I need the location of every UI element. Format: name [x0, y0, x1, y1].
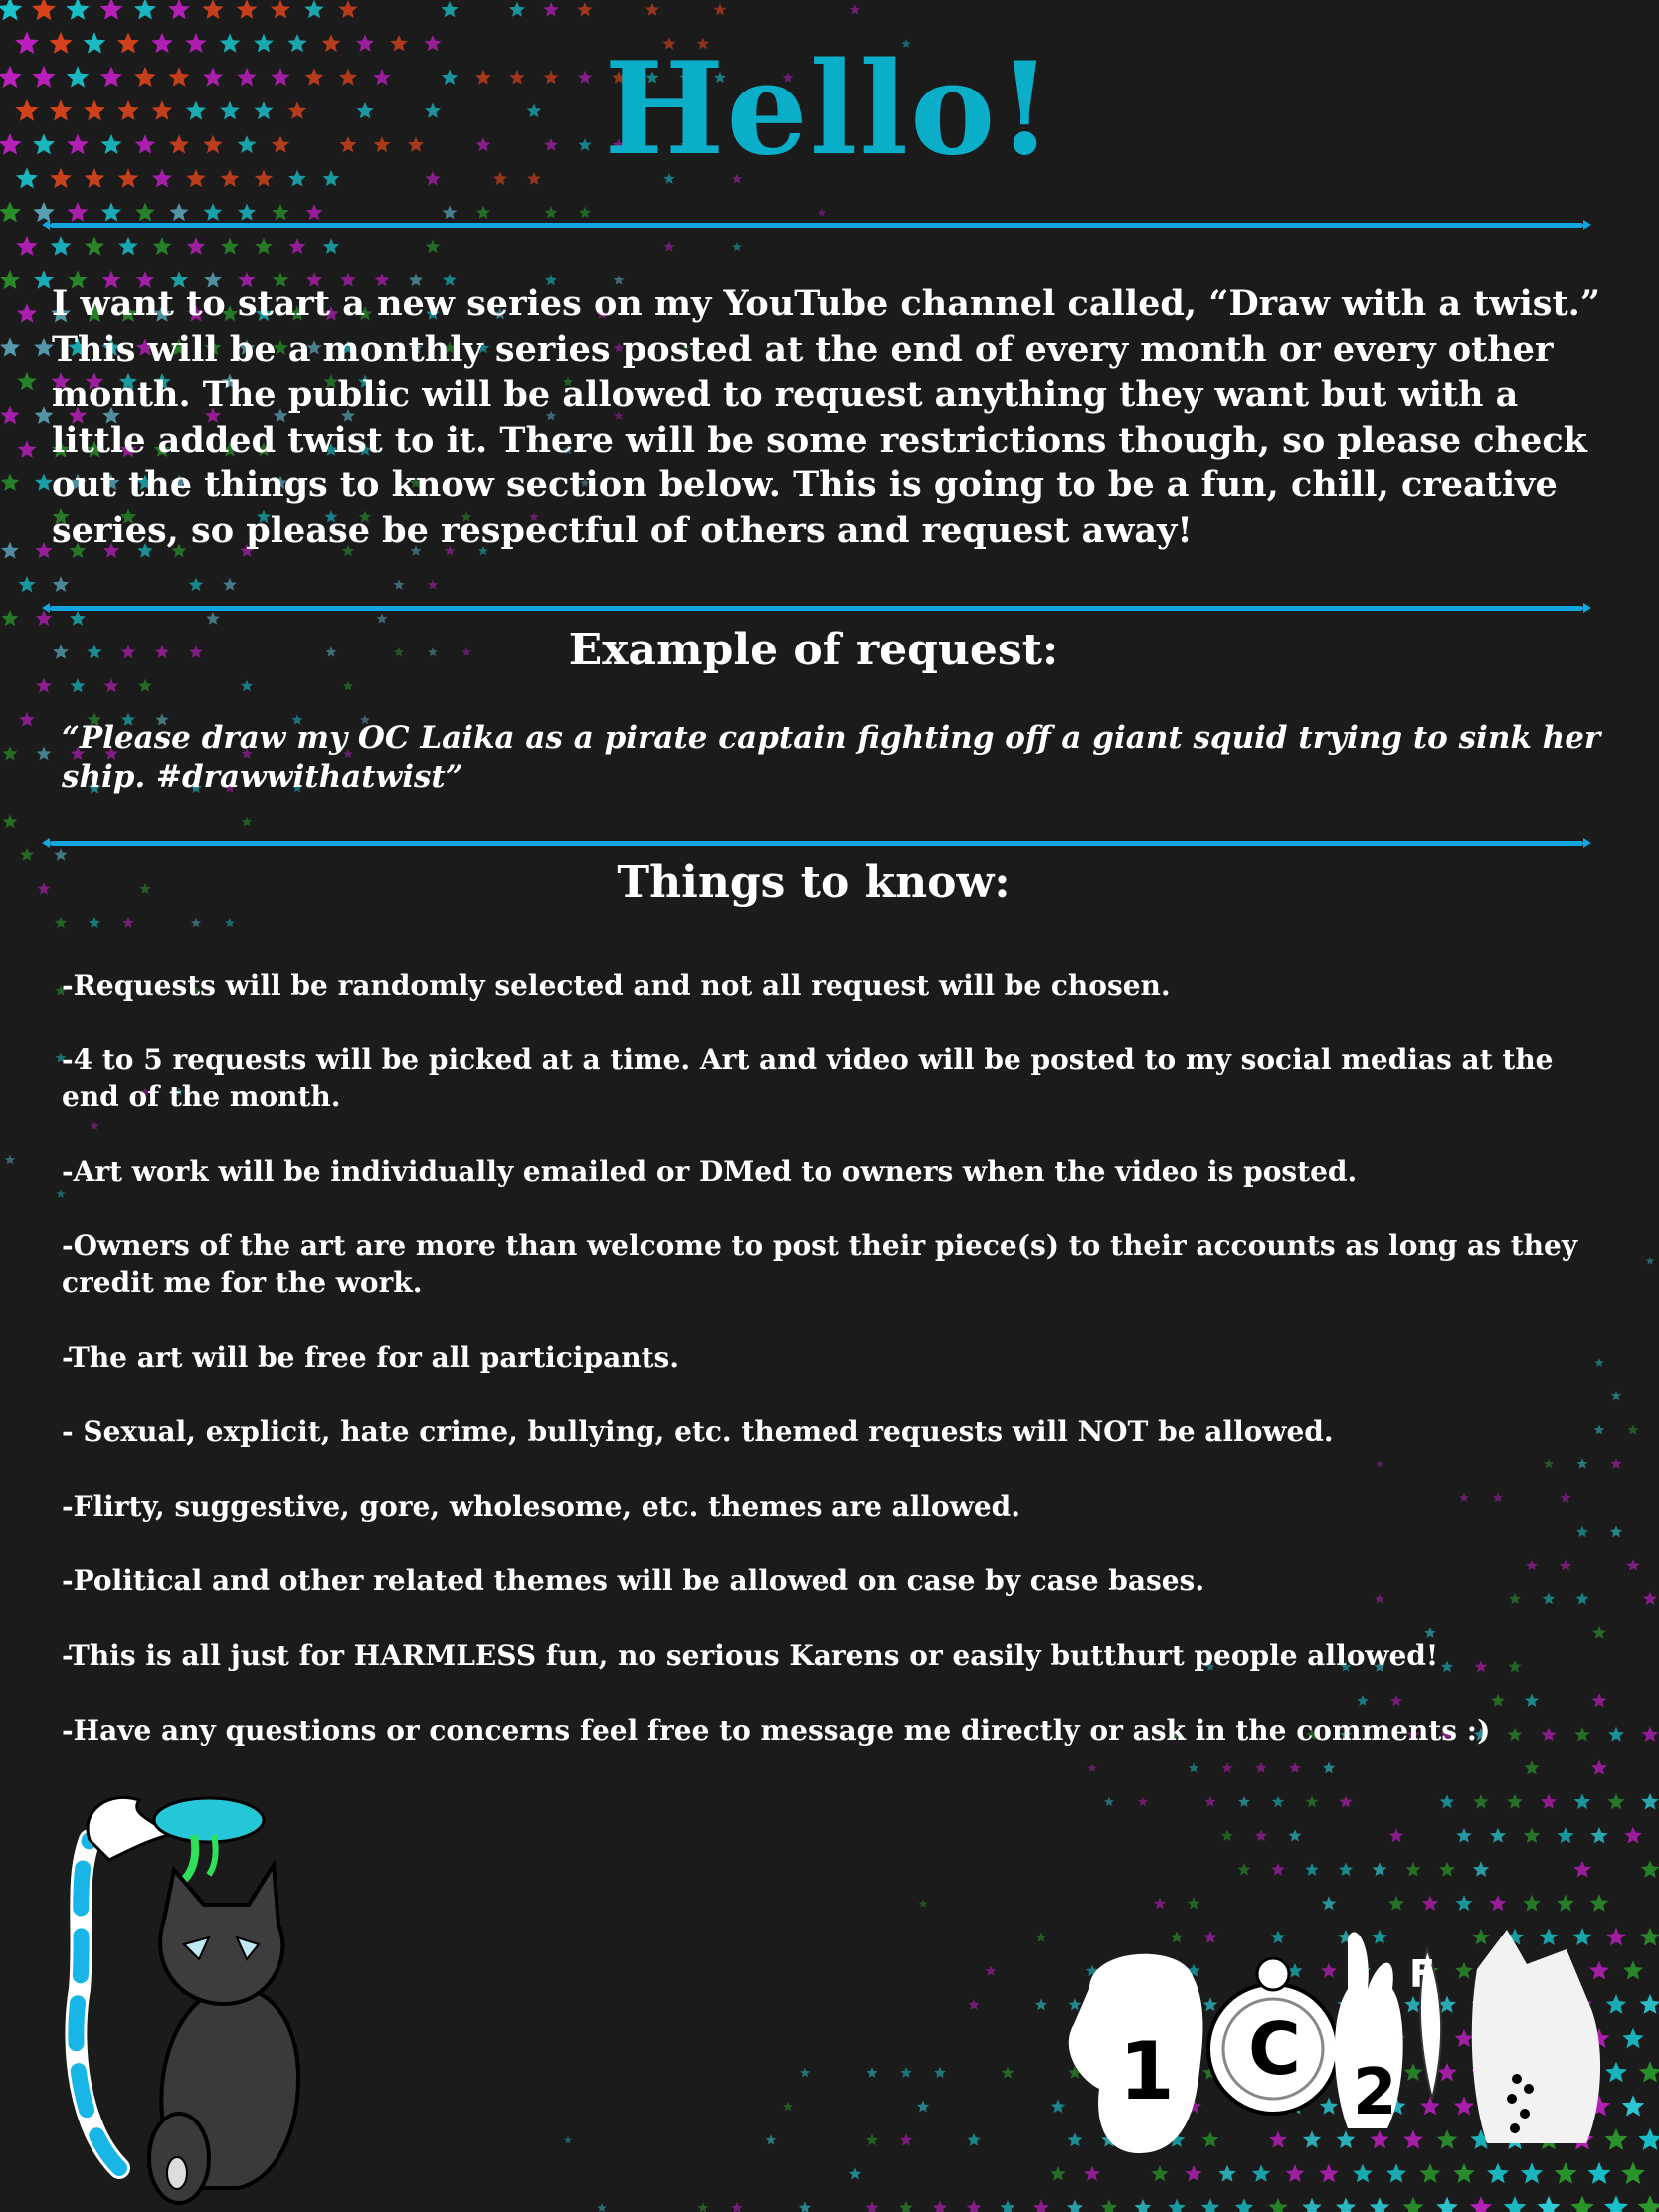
logo-glyph-f: F: [1409, 1952, 1435, 1996]
rules-list: [62, 967, 1613, 1786]
example-quote: “Please draw my OC Laika as a pirate captain fighting off a giant squid trying to sink her ship. #drawwithatwist”: [62, 720, 1601, 795]
list-item: - Sexual, explicit, hate crime, bullying, etc. themed requests will NOT be allowed.: [62, 1415, 1334, 1448]
mushroom-icon: [154, 1798, 264, 1880]
divider-bottom: [50, 841, 1583, 846]
logo-glyph-c: C: [1248, 2007, 1301, 2091]
list-item: -Requests will be randomly selected and not all request will be chosen.: [62, 969, 1171, 1002]
list-item: -Have any questions or concerns feel free to message me directly or ask in the comments :): [62, 1714, 1491, 1747]
divider-top: [50, 223, 1583, 228]
list-item: -This is all just for HARMLESS fun, no serious Karens or easily butthurt people allowed!: [62, 1639, 1439, 1672]
list-item: -Art work will be individually emailed or DMed to owners when the video is posted.: [62, 1155, 1358, 1188]
divider-middle: [50, 606, 1583, 611]
things-heading: Things to know:: [617, 857, 1011, 908]
intro-paragraph: I want to start a new series on my YouTube channel called, “Draw with a twist.” This will be a monthly series posted at the end of every month or every other month. The public will be allowed to request anything they want but with a little added twist to it. There will be some restrictions though, so please check out the things to know section below. This is going to be a fun, chill, creative series, so please be respectful of others and request away!: [52, 283, 1600, 551]
list-item: -Owners of the art are more than welcome to post their piece(s) to their accounts as long as they credit me for the work.: [62, 1229, 1578, 1299]
animal-silhouette-logo: [1049, 1930, 1646, 2168]
logo-glyph-1: 1: [1119, 2025, 1175, 2118]
logo-glyph-2: 2: [1353, 2056, 1397, 2129]
example-heading: Example of request:: [568, 625, 1059, 675]
list-item: -4 to 5 requests will be picked at a time. Art and video will be posted to my social medias at the end of the month.: [62, 1043, 1554, 1113]
list-item: -Political and other related themes will be allowed on case by case bases.: [62, 1565, 1205, 1597]
page-title: Hello!: [604, 35, 1055, 184]
list-item: -The art will be free for all participants.: [62, 1341, 680, 1374]
list-item: -Flirty, suggestive, gore, wholesome, etc. themes are allowed.: [62, 1490, 1020, 1523]
black-cat-character: [60, 1790, 358, 2208]
